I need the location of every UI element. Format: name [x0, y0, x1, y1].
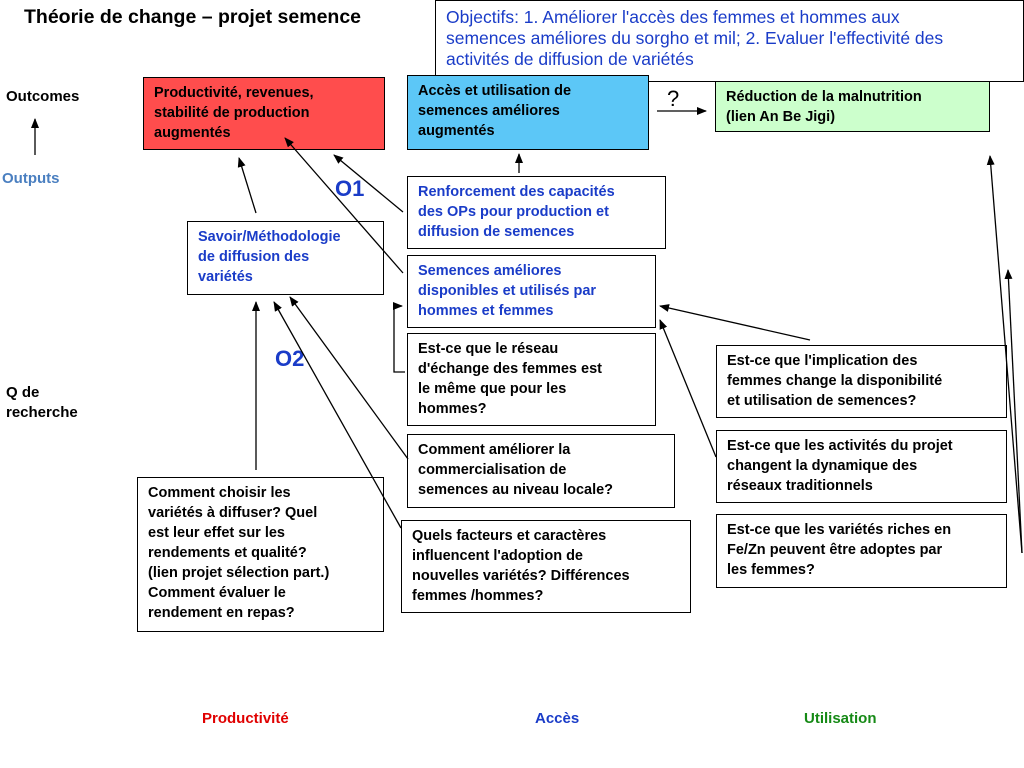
question-activites-box: Est-ce que les activités du projet changent la dynamique des réseaux traditionnels: [716, 430, 1007, 503]
question-commercialisation-box: Comment améliorer la commercialisation de semences au niveau locale?: [407, 434, 675, 508]
objectives-box: Objectifs: 1. Améliorer l'accès des femmes et hommes aux semences améliores du sorgho et mil; 2. Evaluer l'effectivité des activités de diffusion de variétés: [435, 0, 1024, 82]
arrow-renforcement-to-productivite: [334, 155, 403, 212]
question-facteurs-box: Quels facteurs et caractères influencent l'adoption de nouvelles variétés? Différences femmes /hommes?: [401, 520, 691, 613]
o2-label: O2: [275, 346, 305, 371]
outcomes-label: Outcomes: [6, 88, 80, 105]
arrow-activites-to-semences: [660, 320, 716, 457]
outcome-productivite-box: Productivité, revenues, stabilité de production augmentés: [143, 77, 385, 150]
output-savoir-box: Savoir/Méthodologie de diffusion des variétés: [187, 221, 384, 295]
arrow-varietes-to-malnutrition: [990, 156, 1022, 553]
question-mark: ?: [667, 86, 680, 111]
question-varietes-box: Est-ce que les variétés riches en Fe/Zn peuvent être adoptes par les femmes?: [716, 514, 1007, 588]
question-choisir-box: Comment choisir les variétés à diffuser? Quel est leur effet sur les rendements et qualité? (lien projet sélection part.) Comment évaluer le rendement en repas?: [137, 477, 384, 632]
arrow-facteurs-to-savoir: [274, 302, 401, 528]
outputs-label: Outputs: [2, 170, 60, 187]
outcome-acces-box: Accès et utilisation de semences améliores augmentés: [407, 75, 649, 150]
arrow-semences-to-productivite: [285, 138, 403, 273]
o1-label: O1: [335, 176, 365, 201]
q-de-recherche-label: Q de recherche: [6, 384, 78, 421]
bottom-label-utilisation: Utilisation: [804, 710, 877, 727]
page-title: Théorie de change – projet semence: [24, 6, 362, 28]
bottom-label-acces: Accès: [535, 710, 580, 727]
output-renforcement-box: Renforcement des capacités des OPs pour production et diffusion de semences: [407, 176, 666, 249]
outcome-malnutrition-box: Réduction de la malnutrition (lien An Be Jigi): [715, 81, 990, 132]
output-semences-box: Semences améliores disponibles et utilisés par hommes et femmes: [407, 255, 656, 328]
question-implication-box: Est-ce que l'implication des femmes change la disponibilité et utilisation de semences?: [716, 345, 1007, 418]
question-reseau-box: Est-ce que le réseau d'échange des femmes est le même que pour les hommes?: [407, 333, 656, 426]
arrow-savoir-to-productivite: [239, 158, 256, 213]
bottom-label-productivite: Productivité: [202, 710, 289, 727]
arrow-implication-to-semences: [660, 306, 810, 340]
bracket-reseau-to-semences: [394, 306, 405, 372]
